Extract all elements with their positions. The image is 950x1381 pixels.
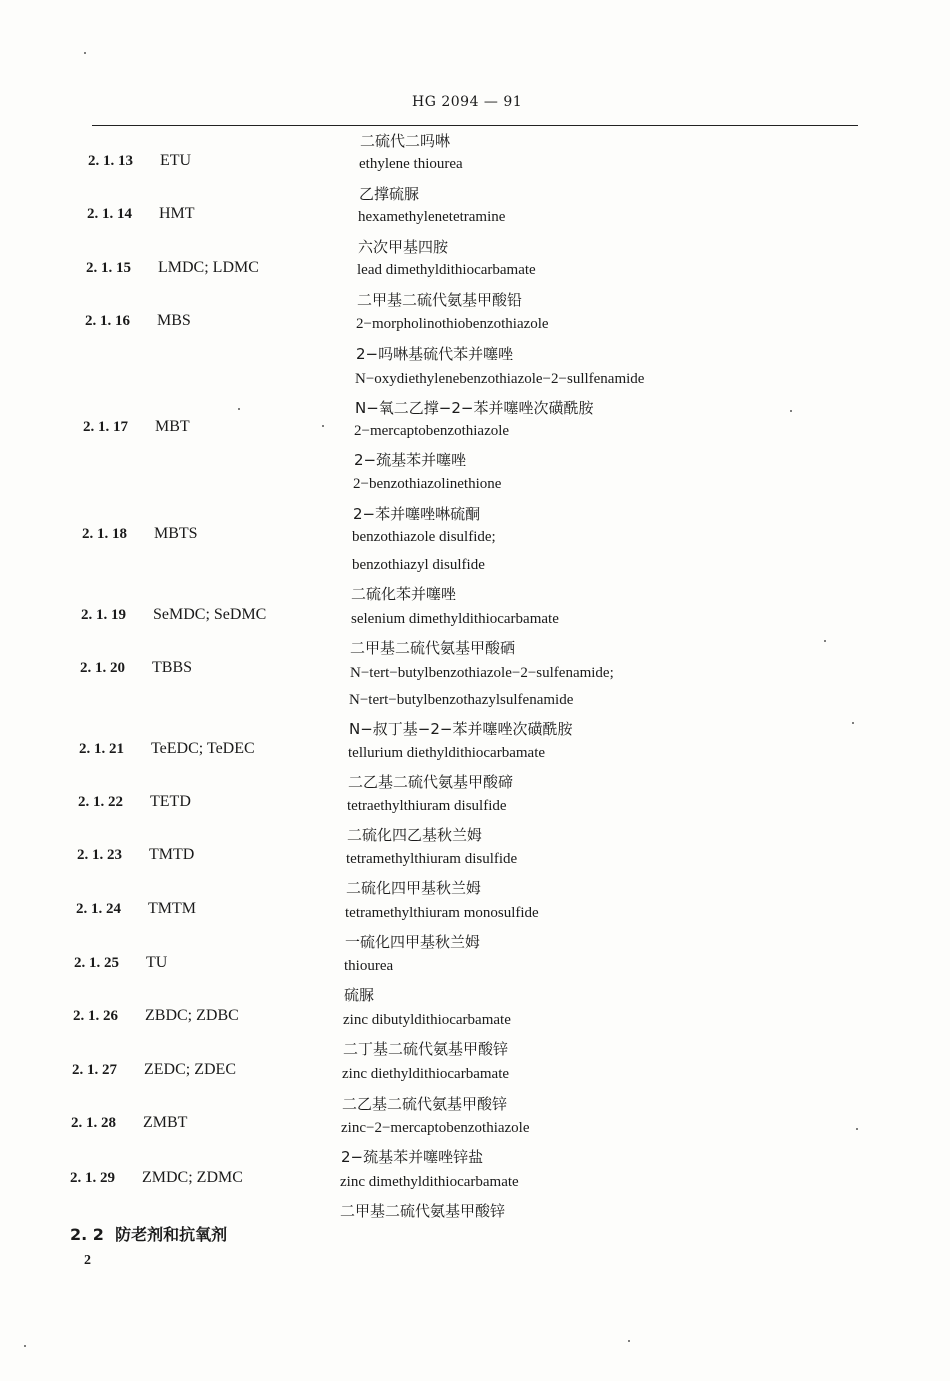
term-chinese-name: 二硫化四乙基秋兰姆 [347, 826, 483, 844]
entry-abbreviation: TETD [150, 793, 191, 810]
term-english-name: benzothiazole disulfide; [352, 529, 496, 545]
entry-number: 2. 1. 22 [78, 794, 123, 810]
term-english-name: tellurium diethyldithiocarbamate [348, 745, 546, 761]
term-english-name: thiourea [344, 958, 394, 974]
entry-number: 2. 1. 28 [71, 1115, 116, 1131]
term-english-name: lead dimethyldithiocarbamate [357, 262, 536, 278]
term-chinese-name: 2−巯基苯并噻唑 [354, 451, 467, 469]
term-english-name: zinc dibutyldithiocarbamate [343, 1012, 511, 1028]
entry-number: 2. 1. 20 [80, 660, 125, 676]
term-english-name: N−tert−butylbenzothiazole−2−sulfenamide; [350, 665, 614, 681]
term-chinese-name: N−叔丁基−2−苯并噻唑次磺酰胺 [349, 720, 573, 738]
entry-abbreviation: ZBDC; ZDBC [145, 1007, 239, 1024]
entry-number: 2. 1. 15 [86, 260, 131, 276]
term-english-name: selenium dimethyldithiocarbamate [351, 611, 559, 627]
entry-abbreviation: SeMDC; SeDMC [153, 606, 267, 623]
term-english-name: 2−morpholinothiobenzothiazole [356, 316, 549, 332]
term-english-name: N−oxydiethylenebenzothiazole−2−sullfenamide [355, 371, 645, 387]
entry-number: 2. 1. 19 [81, 607, 126, 623]
entry-abbreviation: TU [146, 954, 168, 971]
term-chinese-name: 二硫化苯并噻唑 [351, 585, 457, 603]
section-number: 2. 2 [70, 1225, 104, 1244]
entry-number: 2. 1. 25 [74, 955, 119, 971]
entry-abbreviation: ETU [160, 152, 192, 169]
section-heading [70, 1222, 227, 1245]
term-english-name: N−tert−butylbenzothazylsulfenamide [349, 692, 574, 708]
entry-abbreviation: ZMBT [143, 1114, 188, 1131]
scan-speck [824, 640, 826, 642]
entry-abbreviation: LMDC; LDMC [158, 259, 259, 276]
term-chinese-name: 二甲基二硫代氨基甲酸硒 [350, 639, 516, 657]
term-english-name: tetramethylthiuram monosulfide [345, 905, 539, 921]
entry-number: 2. 1. 26 [73, 1008, 118, 1024]
section-title: 防老剂和抗氧剂 [115, 1225, 228, 1244]
entry-abbreviation: TBBS [152, 659, 193, 676]
entry-abbreviation: ZMDC; ZDMC [142, 1169, 243, 1186]
term-english-name: zinc diethyldithiocarbamate [342, 1066, 510, 1082]
scan-speck [84, 52, 86, 54]
entry-number: 2. 1. 23 [77, 847, 122, 863]
term-english-name: 2−mercaptobenzothiazole [354, 423, 510, 439]
term-chinese-name: 二丁基二硫代氨基甲酸锌 [343, 1040, 509, 1058]
entry-number: 2. 1. 18 [82, 526, 127, 542]
term-chinese-name: 2−巯基苯并噻唑锌盐 [341, 1148, 484, 1166]
term-english-name: zinc dimethyldithiocarbamate [340, 1174, 519, 1190]
page-number: 2 [84, 1253, 91, 1268]
term-english-name: hexamethylenetetramine [358, 209, 506, 225]
term-english-name: 2−benzothiazolinethione [353, 476, 502, 492]
term-chinese-name: 硫脲 [344, 986, 375, 1004]
page-header: HG 2094 — 91 [412, 94, 523, 110]
entry-number: 2. 1. 24 [76, 901, 121, 917]
term-english-name: zinc−2−mercaptobenzothiazole [341, 1120, 530, 1136]
term-english-name: tetramethylthiuram disulfide [346, 851, 518, 867]
entry-abbreviation: ZEDC; ZDEC [144, 1061, 236, 1078]
term-english-name: ethylene thiourea [359, 156, 463, 172]
entry-abbreviation: TMTM [148, 900, 196, 917]
entry-number: 2. 1. 13 [88, 153, 133, 169]
entry-abbreviation: MBT [155, 418, 190, 435]
entry-number: 2. 1. 27 [72, 1062, 117, 1078]
term-chinese-name: 二甲基二硫代氨基甲酸铅 [357, 291, 523, 309]
term-chinese-name: 六次甲基四胺 [358, 238, 449, 256]
scan-speck [628, 1340, 630, 1342]
term-chinese-name: 2−苯并噻唑啉硫酮 [353, 505, 481, 523]
header-rule [92, 125, 858, 126]
term-chinese-name: 二乙基二硫代氨基甲酸碲 [348, 773, 514, 791]
scan-speck [790, 410, 792, 412]
term-english-name: benzothiazyl disulfide [352, 557, 485, 573]
term-chinese-name: 2−吗啉基硫代苯并噻唑 [356, 345, 514, 363]
scan-speck [238, 408, 240, 410]
entry-abbreviation: TeEDC; TeDEC [151, 740, 255, 757]
term-chinese-name: 二硫代二吗啉 [360, 132, 451, 150]
term-chinese-name: 一硫化四甲基秋兰姆 [345, 933, 481, 951]
entry-abbreviation: TMTD [149, 846, 195, 863]
term-english-name: tetraethylthiuram disulfide [347, 798, 507, 814]
entry-number: 2. 1. 14 [87, 206, 132, 222]
scan-speck [24, 1345, 26, 1347]
scan-speck [852, 722, 854, 724]
term-chinese-name: 二甲基二硫代氨基甲酸锌 [340, 1202, 506, 1220]
term-chinese-name: 二硫化四甲基秋兰姆 [346, 879, 482, 897]
term-chinese-name: 乙撑硫脲 [359, 185, 420, 203]
term-chinese-name: 二乙基二硫代氨基甲酸锌 [342, 1095, 508, 1113]
term-chinese-name: N−氧二乙撑−2−苯并噻唑次磺酰胺 [355, 399, 594, 417]
entry-abbreviation: MBS [157, 312, 191, 329]
scan-speck [322, 425, 324, 427]
entry-number: 2. 1. 21 [79, 741, 124, 757]
entry-abbreviation: HMT [159, 205, 195, 222]
entry-number: 2. 1. 17 [83, 419, 128, 435]
entry-abbreviation: MBTS [154, 525, 198, 542]
scan-speck [856, 1128, 858, 1130]
entry-number: 2. 1. 29 [70, 1170, 115, 1186]
entry-number: 2. 1. 16 [85, 313, 130, 329]
